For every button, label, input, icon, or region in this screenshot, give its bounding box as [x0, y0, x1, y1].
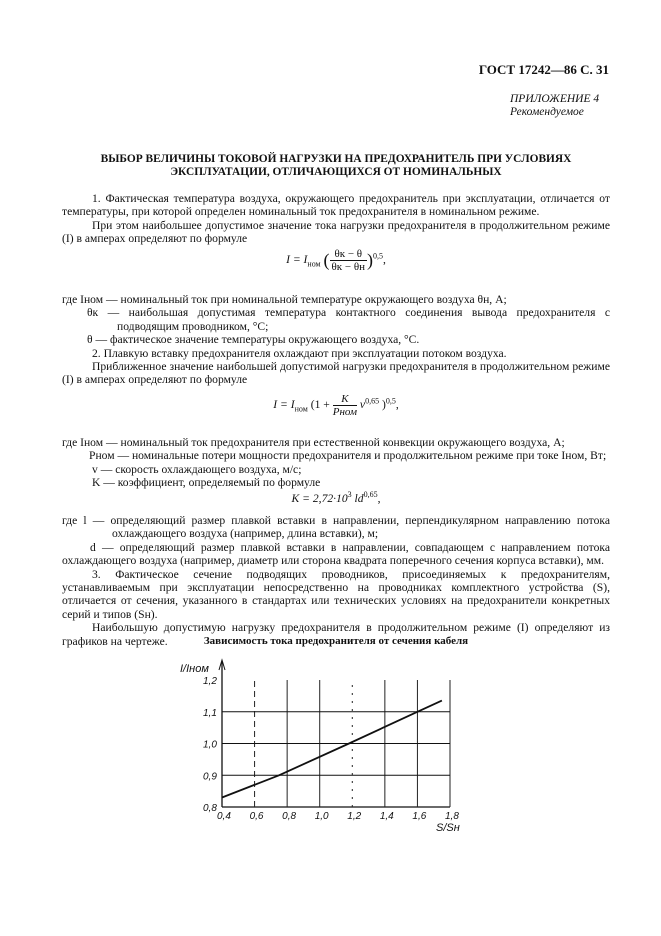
numerator: θк − θ — [330, 248, 367, 261]
y-tick-label: 1,1 — [203, 707, 217, 719]
x-tick-label: 0,4 — [217, 811, 231, 822]
formula-lhs: I = I — [273, 398, 295, 412]
title-line: ВЫБОР ВЕЛИЧИНЫ ТОКОВОЙ НАГРУЗКИ НА ПРЕДОХРАНИТЕЛЬ ПРИ УСЛОВИЯХ — [100, 153, 572, 165]
exponent: 0,5 — [373, 251, 384, 261]
y-tick-label: 0,8 — [203, 803, 217, 814]
paragraph: При этом наибольшее допустимое значение тока нагрузки предохранителя в продолжительном режиме (I) в амперах определяют по формуле — [62, 218, 610, 246]
x-tick-label: 1,8 — [445, 811, 459, 822]
y-tick-label: 1,2 — [203, 676, 217, 687]
exponent: 0,65 — [365, 396, 380, 406]
formula-sub: ном — [307, 259, 321, 269]
numerator: K — [333, 393, 357, 406]
definition: где l — определяющий размер плавкой вставки в направлении, перпендикулярном направлению потока охлаждающего воздуха (например, длина вставки), м; — [62, 514, 610, 541]
chart-title: Зависимость тока предохранителя от сечения кабеля — [203, 635, 469, 647]
denominator: θк − θн — [331, 261, 366, 273]
formula-open: (1 + — [310, 398, 330, 412]
title-line: ЭКСПЛУАТАЦИИ, ОТЛИЧАЮЩИХСЯ ОТ НОМИНАЛЬНЫХ — [170, 166, 502, 178]
power: 3 — [347, 490, 352, 499]
document-reference: ГОСТ 17242—86 С. 31 — [478, 62, 609, 77]
formula-tail: , — [383, 253, 386, 267]
formula-sub: ном — [294, 404, 308, 414]
appendix-status: Рекомендуемое — [510, 106, 584, 118]
x-tick-label: 1,6 — [412, 811, 427, 822]
paragraph: 2. Плавкую вставку предохранителя охлаждают при эксплуатации потоком воздуха. — [92, 346, 507, 360]
x-tick-label: 0,8 — [282, 811, 297, 822]
definition: θк — наибольшая допустимая температура контактного соединения вывода предохранителя с подводящим проводником, °С; — [87, 306, 610, 333]
formula-lhs: I = I — [286, 253, 308, 267]
formula-mid: ld — [351, 491, 364, 505]
x-tick-label: 0,6 — [249, 811, 264, 822]
definition: где Iном — номинальный ток предохранителя при естественной конвекции окружающего воздуха, А; — [62, 436, 565, 449]
definition: K — коэффициент, определяемый по формуле — [92, 476, 321, 490]
definition: где Iном — номинальный ток при номинальной температуре окружающего воздуха θн, А; — [62, 293, 507, 306]
formula-tail: , — [395, 398, 399, 412]
definition: d — определяющий размер плавкой вставки в направлении, совпадающем с направлением потока охлаждающего воздуха (например, диаметр или сторона квадрата поперечного сечения корпуса вставки), мм. — [62, 540, 610, 568]
paragraph: 1. Фактическая температура воздуха, окружающего предохранитель при эксплуатации, отличается от температуры, при которой определен номинальный ток предохранителя в номинальном режиме. — [62, 192, 610, 219]
definition: v — скорость охлаждающего воздуха, м/с; — [92, 462, 302, 476]
appendix-number: ПРИЛОЖЕНИЕ 4 — [510, 93, 600, 105]
y-tick-label: 0,9 — [203, 771, 217, 783]
exponent: 0,5 — [385, 396, 396, 406]
formula-1: $I = I_{ном}$ ( $\frac{\theta к - \theta}{\theta к - \theta н}$ )$^{0,5}$, — [286, 248, 386, 273]
x-axis-label: S/Sн — [436, 822, 460, 834]
paragraph: Приближенное значение наибольшей допустимой нагрузки предохранителя в продолжительном режиме (I) в амперах определяют по формуле — [62, 360, 610, 387]
paragraph: Наибольшую допустимую нагрузку предохранителя в продолжительном режиме (I) определяют из графиков на чертеже. — [62, 621, 610, 648]
velocity: v — [359, 398, 366, 412]
exponent: 0,65 — [363, 490, 378, 499]
x-tick-label: 1,0 — [314, 811, 329, 822]
x-tick-label: 1,4 — [379, 811, 394, 822]
definition: θ — фактическое значение температуры окружающего воздуха, °С. — [87, 333, 420, 347]
y-axis-label: I/Iном — [180, 663, 209, 675]
denominator: Pном — [332, 406, 357, 418]
y-tick-label: 1,0 — [203, 739, 217, 751]
definition: Pном — номинальные потери мощности предохранителя и продолжительном режиме при токе Iном, Вт; — [89, 449, 607, 463]
formula-tail: , — [377, 491, 381, 505]
formula-text: K = 2,72·10 — [291, 491, 348, 505]
formula-close: ) — [381, 398, 386, 412]
paragraph: 3. Фактическое сечение подводящих проводников, присоединяемых к предохранителям, устанавливаемым при эксплуатации непосредственно на проводниках комплектного устройства (S), отличается от сечения, указанного в стандартах или технических условиях на предохранители конкретных серий и типов (Sн). — [62, 567, 610, 621]
x-tick-label: 1,2 — [347, 811, 362, 822]
